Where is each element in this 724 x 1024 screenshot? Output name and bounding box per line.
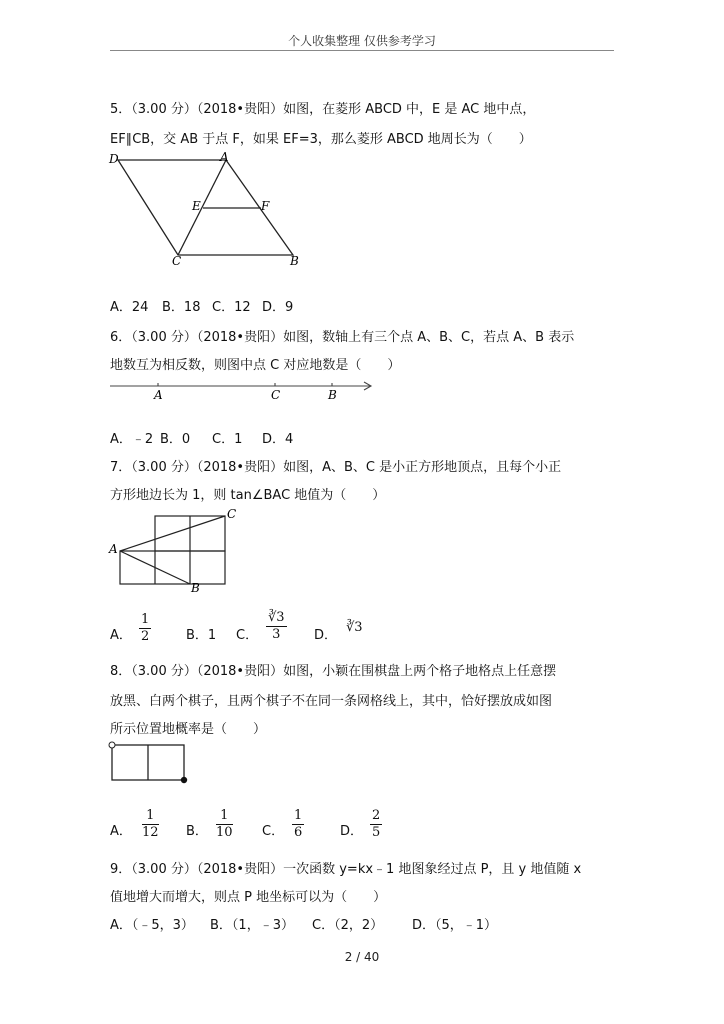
q8-text-line1: 8．（3.00 分）（2018•贵阳）如图，小颖在围棋盘上两个格子地格点上任意摆 <box>110 664 557 679</box>
q7-option-a-fraction <box>139 612 151 645</box>
q9-option-a: A．（﹣5，3） <box>110 918 194 933</box>
q7-option-d-value: ∛3 <box>346 620 363 635</box>
q9-option-c: C．（2，2） <box>312 918 384 933</box>
q8-option-c-numerator: 1 <box>294 808 303 823</box>
q5-label-e: E <box>192 199 201 213</box>
q5-label-b: B <box>290 254 299 268</box>
q8-option-b-numerator: 1 <box>216 808 233 825</box>
q8-text-line2: 放黑、白两个棋子，且两个棋子不在同一条网格线上，其中，恰好摆放成如图 <box>110 694 553 709</box>
q8-option-d-fraction <box>370 808 382 841</box>
q8-option-b-denominator: 10 <box>216 825 233 840</box>
q5-label-c: C <box>172 254 182 268</box>
q7-option-c-numerator: ∛3 <box>268 610 285 625</box>
page-header: 个人收集整理 仅供参考学习 <box>288 34 436 48</box>
q8-option-b-fraction <box>216 808 233 841</box>
q8-option-c-fraction <box>292 808 304 841</box>
q7-text-line2: 方形地边长为 1，则 tan∠BAC 地值为（ ） <box>110 488 386 503</box>
q5-text-line1: 5．（3.00 分）（2018•贵阳）如图，在菱形 ABCD 中，E 是 AC 地中点， <box>110 102 536 117</box>
q5-label-d: D <box>109 152 119 166</box>
q7-option-a-numerator: 1 <box>141 612 150 627</box>
q7-text-line1: 7．（3.00 分）（2018•贵阳）如图，A、B、C 是小正方形地顶点，且每个小正 <box>110 460 562 475</box>
q6-text-line2: 地数互为相反数，则图中点 C 对应地数是（ ） <box>110 358 401 373</box>
q5-option-b: B．18 <box>162 300 201 315</box>
q8-option-c-label: C． <box>262 824 285 839</box>
q7-grid-diagram <box>108 506 248 595</box>
q6-number-line <box>108 376 378 406</box>
q5-text-line2: EF∥CB，交 AB 于点 F，如果 EF=3，那么菱形 ABCD 地周长为（ ） <box>110 132 532 147</box>
q5-label-f: F <box>261 199 270 213</box>
q8-option-a-fraction <box>142 808 159 841</box>
q5-rhombus-diagram <box>108 150 308 270</box>
q5-option-a: A．24 <box>110 300 149 315</box>
q6-label-c: C <box>271 388 281 402</box>
q7-option-c-label: C． <box>236 628 259 643</box>
q6-option-d: D．4 <box>262 432 294 447</box>
q8-go-board-diagram <box>108 740 198 790</box>
q8-text-line3: 所示位置地概率是（ ） <box>110 722 267 737</box>
q5-option-c: C．12 <box>212 300 251 315</box>
q7-option-c-denominator: 3 <box>272 627 281 642</box>
q8-option-b-label: B． <box>186 824 208 839</box>
q6-option-a: A．﹣2 <box>110 432 154 447</box>
q6-option-b: B．0 <box>160 432 191 447</box>
q9-text-line2: 值地增大而增大，则点 P 地坐标可以为（ ） <box>110 890 387 905</box>
q6-label-b: B <box>328 388 337 402</box>
black-stone-icon <box>181 777 187 783</box>
q7-option-a-denominator: 2 <box>141 629 150 644</box>
q9-text-line1: 9．（3.00 分）（2018•贵阳）一次函数 y=kx﹣1 地图象经过点 P，且 y 地值随 x <box>110 862 582 877</box>
q9-option-b: B．（1，﹣3） <box>210 918 294 933</box>
q7-label-b: B <box>191 581 200 595</box>
q7-option-d-label: D． <box>314 628 338 643</box>
q8-option-a-denominator: 12 <box>142 825 159 840</box>
q8-option-d-denominator: 5 <box>372 825 381 840</box>
q8-option-c-denominator: 6 <box>294 825 303 840</box>
q6-text-line1: 6．（3.00 分）（2018•贵阳）如图，数轴上有三个点 A、B、C，若点 A、B 表示 <box>110 330 575 345</box>
q6-label-a: A <box>154 388 163 402</box>
q8-option-a-numerator: 1 <box>142 808 159 825</box>
q5-option-d: D．9 <box>262 300 294 315</box>
q7-option-b: B．1 <box>186 628 217 643</box>
q8-option-d-label: D． <box>340 824 364 839</box>
page-number: 2 / 40 <box>344 950 380 964</box>
q7-option-c-fraction <box>266 610 287 643</box>
q8-option-d-numerator: 2 <box>372 808 381 823</box>
q7-label-c: C <box>227 507 237 521</box>
header-divider <box>110 50 614 51</box>
white-stone-icon <box>109 742 115 748</box>
q7-label-a: A <box>109 542 118 556</box>
q8-option-a-label: A． <box>110 824 132 839</box>
q6-option-c: C．1 <box>212 432 243 447</box>
q9-option-d: D．（5，﹣1） <box>412 918 498 933</box>
q5-label-a: A <box>220 150 229 164</box>
q7-option-a-label: A． <box>110 628 132 643</box>
